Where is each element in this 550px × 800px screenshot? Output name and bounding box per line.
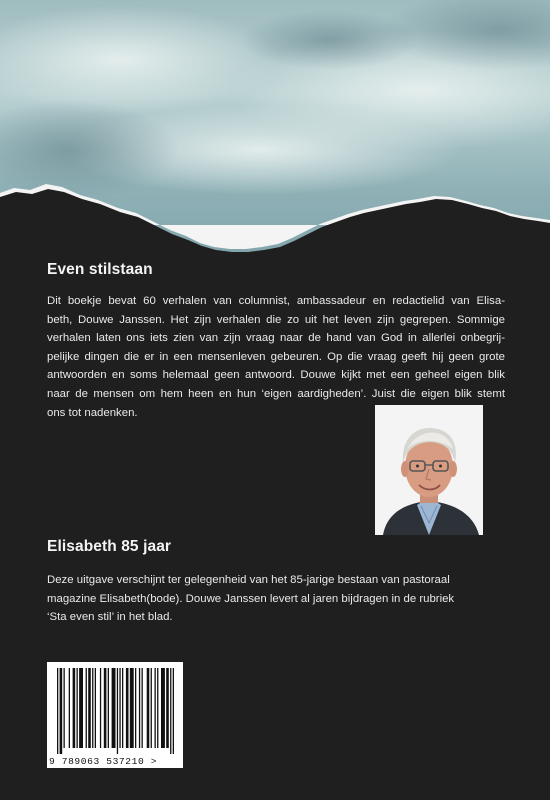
- barcode-bar: [151, 668, 152, 748]
- body-line: Deze uitgave verschijnt ter gelegenheid van het 85-jarige bestaan van pastoraal: [47, 574, 450, 586]
- barcode-bar: [73, 668, 76, 748]
- section-title-elisabeth-85-jaar: Elisabeth 85 jaar: [47, 538, 172, 555]
- barcode-bar: [69, 668, 70, 748]
- body-line: verhalen laten ons iets zien van zijn vraag naar de hand van God in allerlei onbegrij-: [47, 332, 505, 345]
- barcode-bar: [79, 668, 83, 748]
- barcode-bar: [173, 668, 174, 754]
- barcode-bar: [126, 668, 129, 748]
- section-title-even-stilstaan: Even stilstaan: [47, 261, 153, 278]
- body-line: ons tot nadenken.: [47, 406, 138, 419]
- barcode-bar: [130, 668, 134, 748]
- barcode-bar: [142, 668, 143, 748]
- sky-background-image: [0, 0, 550, 270]
- barcode-bar: [117, 668, 118, 754]
- barcode-bar: [170, 668, 171, 754]
- barcode-bar: [92, 668, 93, 748]
- barcode-bar: [108, 668, 109, 748]
- body-line: beth, Douwe Janssen. Het zijn verhalen die zo uit het leven zijn gegrepen. Sommige: [47, 313, 505, 326]
- barcode-bar: [161, 668, 165, 748]
- barcode-bar: [77, 668, 78, 748]
- body-line: naar de mensen om hem heen en hun ‘eigen aardigheden’. Juist die eigen blik stemt: [47, 387, 505, 400]
- barcode-bar: [135, 668, 136, 748]
- section-body-even-stilstaan: [47, 292, 505, 422]
- body-line: antwoorden en soms helemaal geen antwoord. Douwe kijkt met een geheel eigen blik: [47, 369, 505, 382]
- barcode-bar: [100, 668, 101, 748]
- barcode-bar: [86, 668, 87, 748]
- barcode-bar: [64, 668, 65, 748]
- barcode-bar: [157, 668, 158, 748]
- barcode-bar: [155, 668, 156, 748]
- body-line: magazine Elisabeth(bode). Douwe Janssen levert al jaren bijdragen in de rubriek: [47, 592, 455, 605]
- barcode-bars: [47, 662, 183, 754]
- body-line: ‘Sta even stil’ in het blad.: [47, 611, 173, 624]
- barcode-bar: [57, 668, 58, 754]
- barcode-bar: [60, 668, 63, 754]
- barcode-bar: [119, 668, 120, 748]
- barcode-bar: [88, 668, 91, 748]
- author-photo: [375, 405, 483, 535]
- barcode-bar: [166, 668, 169, 748]
- barcode-bar: [104, 668, 107, 748]
- barcode-bar: [147, 668, 150, 748]
- section-body-elisabeth-85-jaar: [47, 571, 505, 627]
- barcode-bar: [112, 668, 116, 748]
- barcode-bar: [95, 668, 96, 748]
- body-line: pelijke dingen die er in een mensenleven gebeuren. Op die vraag geeft hij geen grote: [47, 350, 505, 363]
- barcode-bar: [139, 668, 140, 748]
- body-line: Dit boekje bevat 60 verhalen van columnist, ambassadeur en redactielid van Elisa-: [47, 295, 505, 307]
- barcode-bar: [122, 668, 123, 748]
- isbn-barcode: [47, 662, 183, 768]
- isbn-number: 9 789063 537210 >: [49, 756, 158, 767]
